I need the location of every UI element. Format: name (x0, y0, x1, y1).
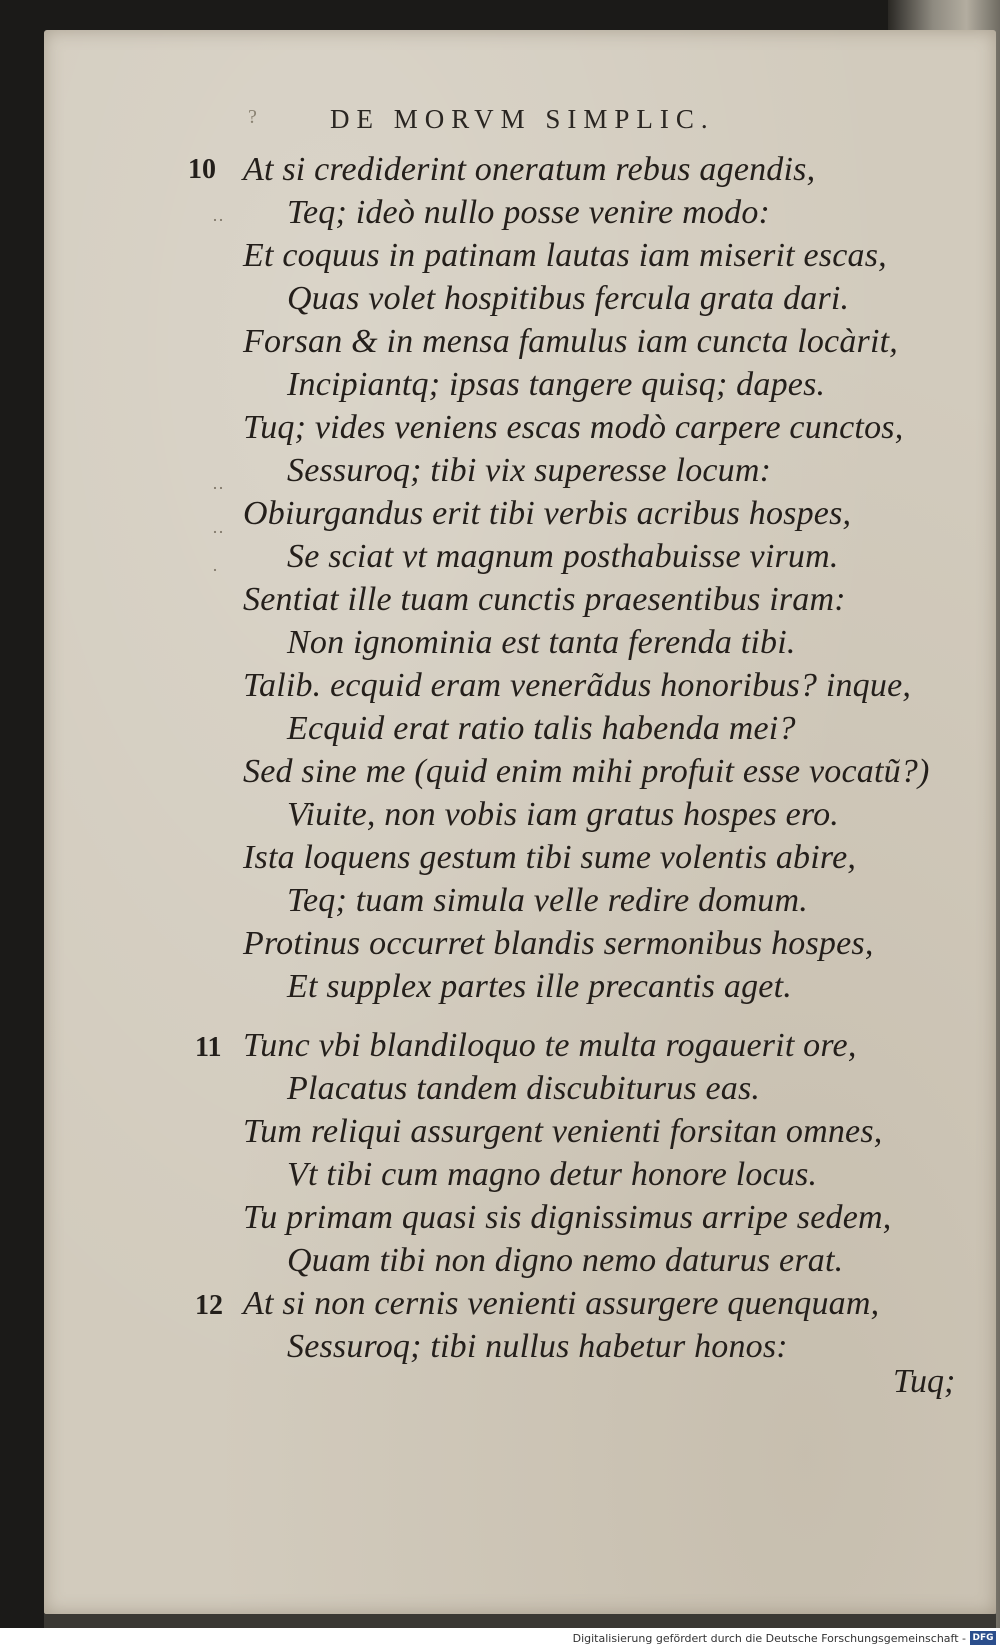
verse-line: Tum reliqui assurgent venienti forsitan omnes, (243, 1113, 883, 1150)
verse-line: Protinus occurret blandis sermonibus hospes, (243, 925, 874, 962)
verse-line: Sessuroq; tibi nullus habetur honos: (287, 1328, 788, 1365)
verse-line: Quam tibi non digno nemo daturus erat. (287, 1242, 844, 1279)
verse-line: Sentiat ille tuam cunctis praesentibus iram: (243, 581, 846, 618)
stanza-number: 12 (195, 1290, 223, 1321)
verse-line: Teq; tuam simula velle redire domum. (287, 882, 808, 919)
verse-line: Placatus tandem discubiturus eas. (287, 1070, 761, 1107)
dfg-logo[interactable]: DFG (970, 1631, 996, 1645)
page-shadow (44, 1614, 996, 1628)
verse-line: Talib. ecquid eram venerãdus honoribus? inque, (243, 667, 912, 704)
verse-line: Tunc vbi blandiloquo te multa rogauerit ore, (243, 1027, 857, 1064)
verse-line: Tuq; vides veniens escas modò carpere cunctos, (243, 409, 904, 446)
stanza-number: 10 (188, 154, 216, 185)
verse-line: Non ignominia est tanta ferenda tibi. (287, 624, 796, 661)
verse-line: Quas volet hospitibus fercula grata dari. (287, 280, 850, 317)
margin-mark: ·· (212, 522, 224, 542)
page-mark: ? (248, 106, 257, 128)
verse-line: Sessuroq; tibi vix superesse locum: (287, 452, 772, 489)
verse-line: Vt tibi cum magno detur honore locus. (287, 1156, 818, 1193)
catchword: Tuq; (893, 1363, 956, 1400)
running-head: DE MORVM SIMPLIC. (330, 104, 715, 134)
margin-mark: · (212, 560, 218, 580)
verse-line: Incipiantq; ipsas tangere quisq; dapes. (287, 366, 826, 403)
verse-line: At si crediderint oneratum rebus agendis, (243, 151, 816, 188)
verse-line: Se sciat vt magnum posthabuisse virum. (287, 538, 839, 575)
verse-line: Obiurgandus erit tibi verbis acribus hospes, (243, 495, 852, 532)
verse-line: Viuite, non vobis iam gratus hospes ero. (287, 796, 839, 833)
verse-line: At si non cernis venienti assurgere quenquam, (243, 1285, 880, 1322)
verse-line: Ista loquens gestum tibi sume volentis abire, (243, 839, 857, 876)
margin-mark: ·· (212, 478, 224, 498)
verse-line: Et supplex partes ille precantis aget. (287, 968, 792, 1005)
verse-line: Sed sine me (quid enim mihi profuit esse vocatũ?) (243, 753, 930, 790)
stanza-number: 11 (195, 1032, 222, 1063)
verse-line: Et coquus in patinam lautas iam miserit escas, (243, 237, 887, 274)
footer-credit: Digitalisierung gefördert durch die Deutsche Forschungsgemeinschaft - (572, 1632, 966, 1645)
verse-line: Teq; ideò nullo posse venire modo: (287, 194, 771, 231)
margin-mark: ·· (212, 210, 224, 230)
verse-line: Tu primam quasi sis dignissimus arripe sedem, (243, 1199, 892, 1236)
verse-line: Forsan & in mensa famulus iam cuncta locàrit, (243, 323, 898, 360)
verse-line: Ecquid erat ratio talis habenda mei? (287, 710, 796, 747)
